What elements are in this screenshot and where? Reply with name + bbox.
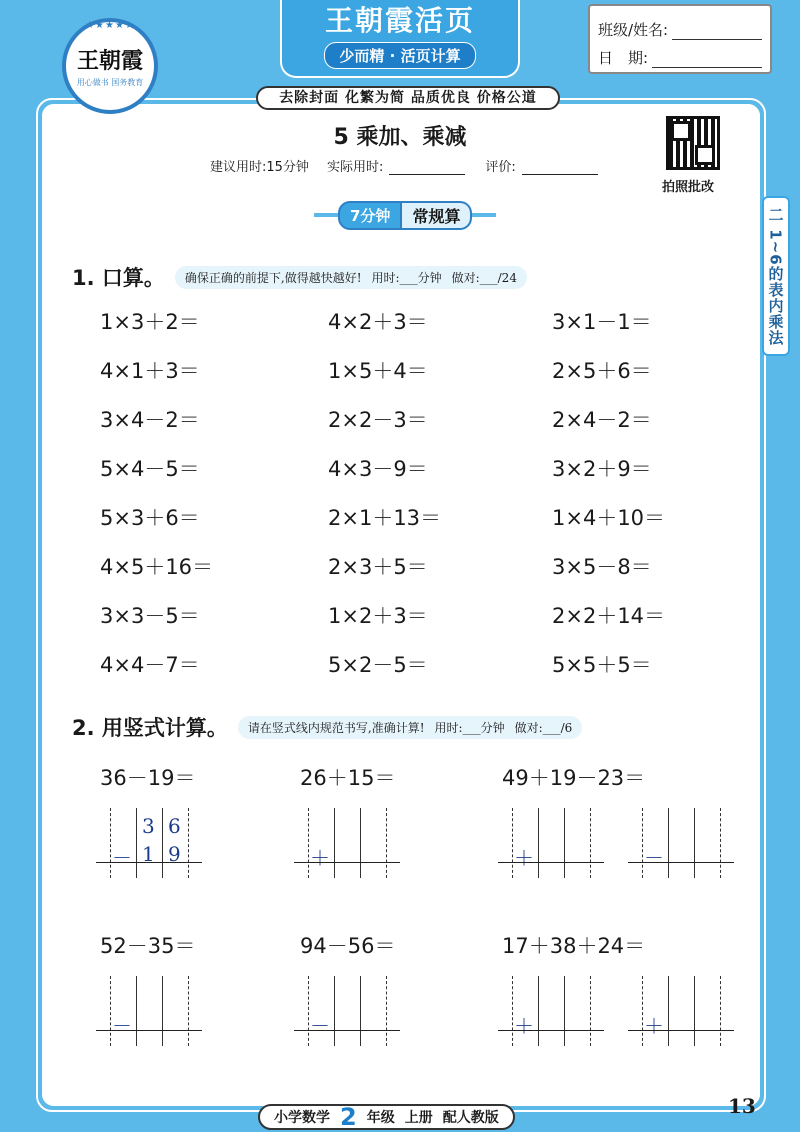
student-info-box [588,4,772,74]
sum-line [96,862,202,863]
section1-hint-text: 确保正确的前提下,做得越快越好! [184,270,362,285]
oral-problem: 2×5＋6＝ [552,359,652,383]
motto-banner: 去除封面 化繁为简 品质优良 价格公道 [256,86,560,110]
class-name-row [598,12,762,40]
sum-line [628,1030,734,1031]
page-number: 13 [728,1094,756,1118]
plus-sign: ＋ [644,1014,664,1038]
sum-line [294,1030,400,1031]
footer-grade-number: 2 [340,1103,357,1131]
oral-problem: 3×2＋9＝ [552,457,652,481]
grid-line [110,976,111,1046]
section2-header [72,712,582,742]
sum-line [96,1030,202,1031]
time-info [210,156,598,175]
section-pill [314,202,496,228]
grid-line [360,808,361,878]
oral-problem: 5×3＋6＝ [100,506,200,530]
class-name-label: 班级/姓名: [598,21,669,39]
oral-problem: 3×3－5＝ [100,604,200,628]
grid-line [694,976,695,1046]
grid-line [538,976,539,1046]
publisher-logo [62,18,158,114]
date-row [598,40,762,68]
plus-sign: ＋ [514,846,534,870]
footer-grade-suffix: 年级 [366,1110,395,1126]
date-field[interactable] [652,50,762,68]
section2-hint-text: 请在竖式线内规范书写,准确计算! [247,720,425,735]
vertical-work-area[interactable] [296,976,398,1046]
grid-line [110,808,111,878]
footer-subject: 小学数学 [274,1110,330,1126]
brand-banner [280,0,520,78]
grid-line [590,808,591,878]
grid-line [188,976,189,1046]
pill-right-line [472,213,496,217]
grid-line [512,976,513,1046]
oral-problem: 3×1－1＝ [552,310,652,334]
brand-subtitle: 少而精 · 活页计算 [324,42,475,69]
grid-line [720,808,721,878]
example-digit: 1 [142,842,155,866]
oral-problem: 5×5＋5＝ [552,653,652,677]
vertical-work-area[interactable] [98,808,200,878]
grid-line [512,808,513,878]
vertical-work-area[interactable] [98,976,200,1046]
oral-problem: 2×2＋14＝ [552,604,666,628]
oral-problem: 5×2－5＝ [328,653,428,677]
oral-problem: 1×5＋4＝ [328,359,428,383]
grid-line [188,808,189,878]
grid-line [308,808,309,878]
sum-line [498,1030,604,1031]
oral-problem: 3×5－8＝ [552,555,652,579]
minus-sign: － [112,846,132,870]
section1-score: 做对:___/24 [451,270,517,285]
pill-type: 常规算 [402,201,472,230]
grid-line [386,808,387,878]
vertical-problem: 36－19＝ [100,766,196,790]
qr-code-icon[interactable] [666,116,720,170]
oral-problem: 2×3＋5＝ [328,555,428,579]
footer-banner [258,1104,515,1130]
sum-line [294,862,400,863]
sum-line [628,862,734,863]
oral-problem: 2×1＋13＝ [328,506,442,530]
chapter-side-tab: 二 1~6的表内乘法 [762,196,790,356]
grid-line [162,808,163,878]
oral-problem: 1×2＋3＝ [328,604,428,628]
lesson-title: 5 乘加、乘减 [333,125,467,150]
grid-line [668,976,669,1046]
minus-sign: － [644,846,664,870]
section2-score: 做对:___/6 [514,720,573,735]
date-label: 日 期: [598,49,649,67]
oral-calc-grid [100,308,700,680]
section1-header [72,262,527,292]
oral-problem: 2×2－3＝ [328,408,428,432]
grid-line [642,808,643,878]
vertical-problem: 26＋15＝ [300,766,396,790]
plus-sign: ＋ [310,846,330,870]
pill-left-line [314,213,338,217]
footer-edition: 配人教版 [442,1110,499,1126]
grid-line [360,976,361,1046]
section1-title: 1. 口算。 [72,266,165,290]
rating-label: 评价: [485,160,516,175]
grid-line [590,976,591,1046]
oral-problem: 4×5＋16＝ [100,555,214,579]
oral-problem: 3×4－2＝ [100,408,200,432]
example-digit: 3 [142,814,155,838]
oral-problem: 1×3＋2＝ [100,310,200,334]
vertical-work-area[interactable] [630,976,732,1046]
logo-text: 王朝霞 [76,48,143,74]
brand-title: 王朝霞活页 [324,4,475,37]
grid-line [162,976,163,1046]
suggested-time: 建议用时:15分钟 [210,160,309,175]
actual-time-label: 实际用时: [326,160,384,175]
grid-line [334,808,335,878]
oral-problem: 4×3－9＝ [328,457,428,481]
vertical-problem: 52－35＝ [100,934,196,958]
grid-line [720,976,721,1046]
oral-problem: 2×4－2＝ [552,408,652,432]
vertical-problem: 94－56＝ [300,934,396,958]
vertical-work-area[interactable] [500,808,602,878]
grid-line [694,808,695,878]
grid-line [136,808,137,878]
actual-time-field[interactable] [389,161,465,175]
minus-sign: － [310,1014,330,1038]
oral-problem: 4×4－7＝ [100,653,200,677]
logo-subtext: 用心做书 国务教育 [76,78,144,87]
section2-time: 用时:___分钟 [434,720,505,735]
vertical-problem: 49＋19－23＝ [502,766,646,790]
star-icons: ★★★★★ [85,20,135,31]
section1-hint [175,266,527,289]
minus-sign: － [112,1014,132,1038]
example-digit: 6 [168,814,181,838]
oral-problem: 4×2＋3＝ [328,310,428,334]
footer-volume: 上册 [404,1110,433,1126]
grid-line [136,976,137,1046]
pill-time: 7分钟 [338,201,402,230]
rating-field[interactable] [522,161,598,175]
vertical-problem: 17＋38＋24＝ [502,934,646,958]
grid-line [538,808,539,878]
class-name-field[interactable] [672,22,762,40]
grid-line [334,976,335,1046]
qr-label: 拍照批改 [662,180,715,195]
oral-problem: 1×4＋10＝ [552,506,666,530]
section2-title: 2. 用竖式计算。 [72,716,228,740]
sum-line [498,862,604,863]
grid-line [642,976,643,1046]
grid-line [668,808,669,878]
grid-line [564,808,565,878]
grid-line [386,976,387,1046]
oral-problem: 5×4－5＝ [100,457,200,481]
section2-hint [238,716,582,739]
example-digit: 9 [168,842,181,866]
section1-time: 用时:___分钟 [371,270,442,285]
vertical-work-area[interactable] [296,808,398,878]
grid-line [308,976,309,1046]
grid-line [564,976,565,1046]
vertical-work-area[interactable] [630,808,732,878]
plus-sign: ＋ [514,1014,534,1038]
vertical-work-area[interactable] [500,976,602,1046]
oral-problem: 4×1＋3＝ [100,359,200,383]
